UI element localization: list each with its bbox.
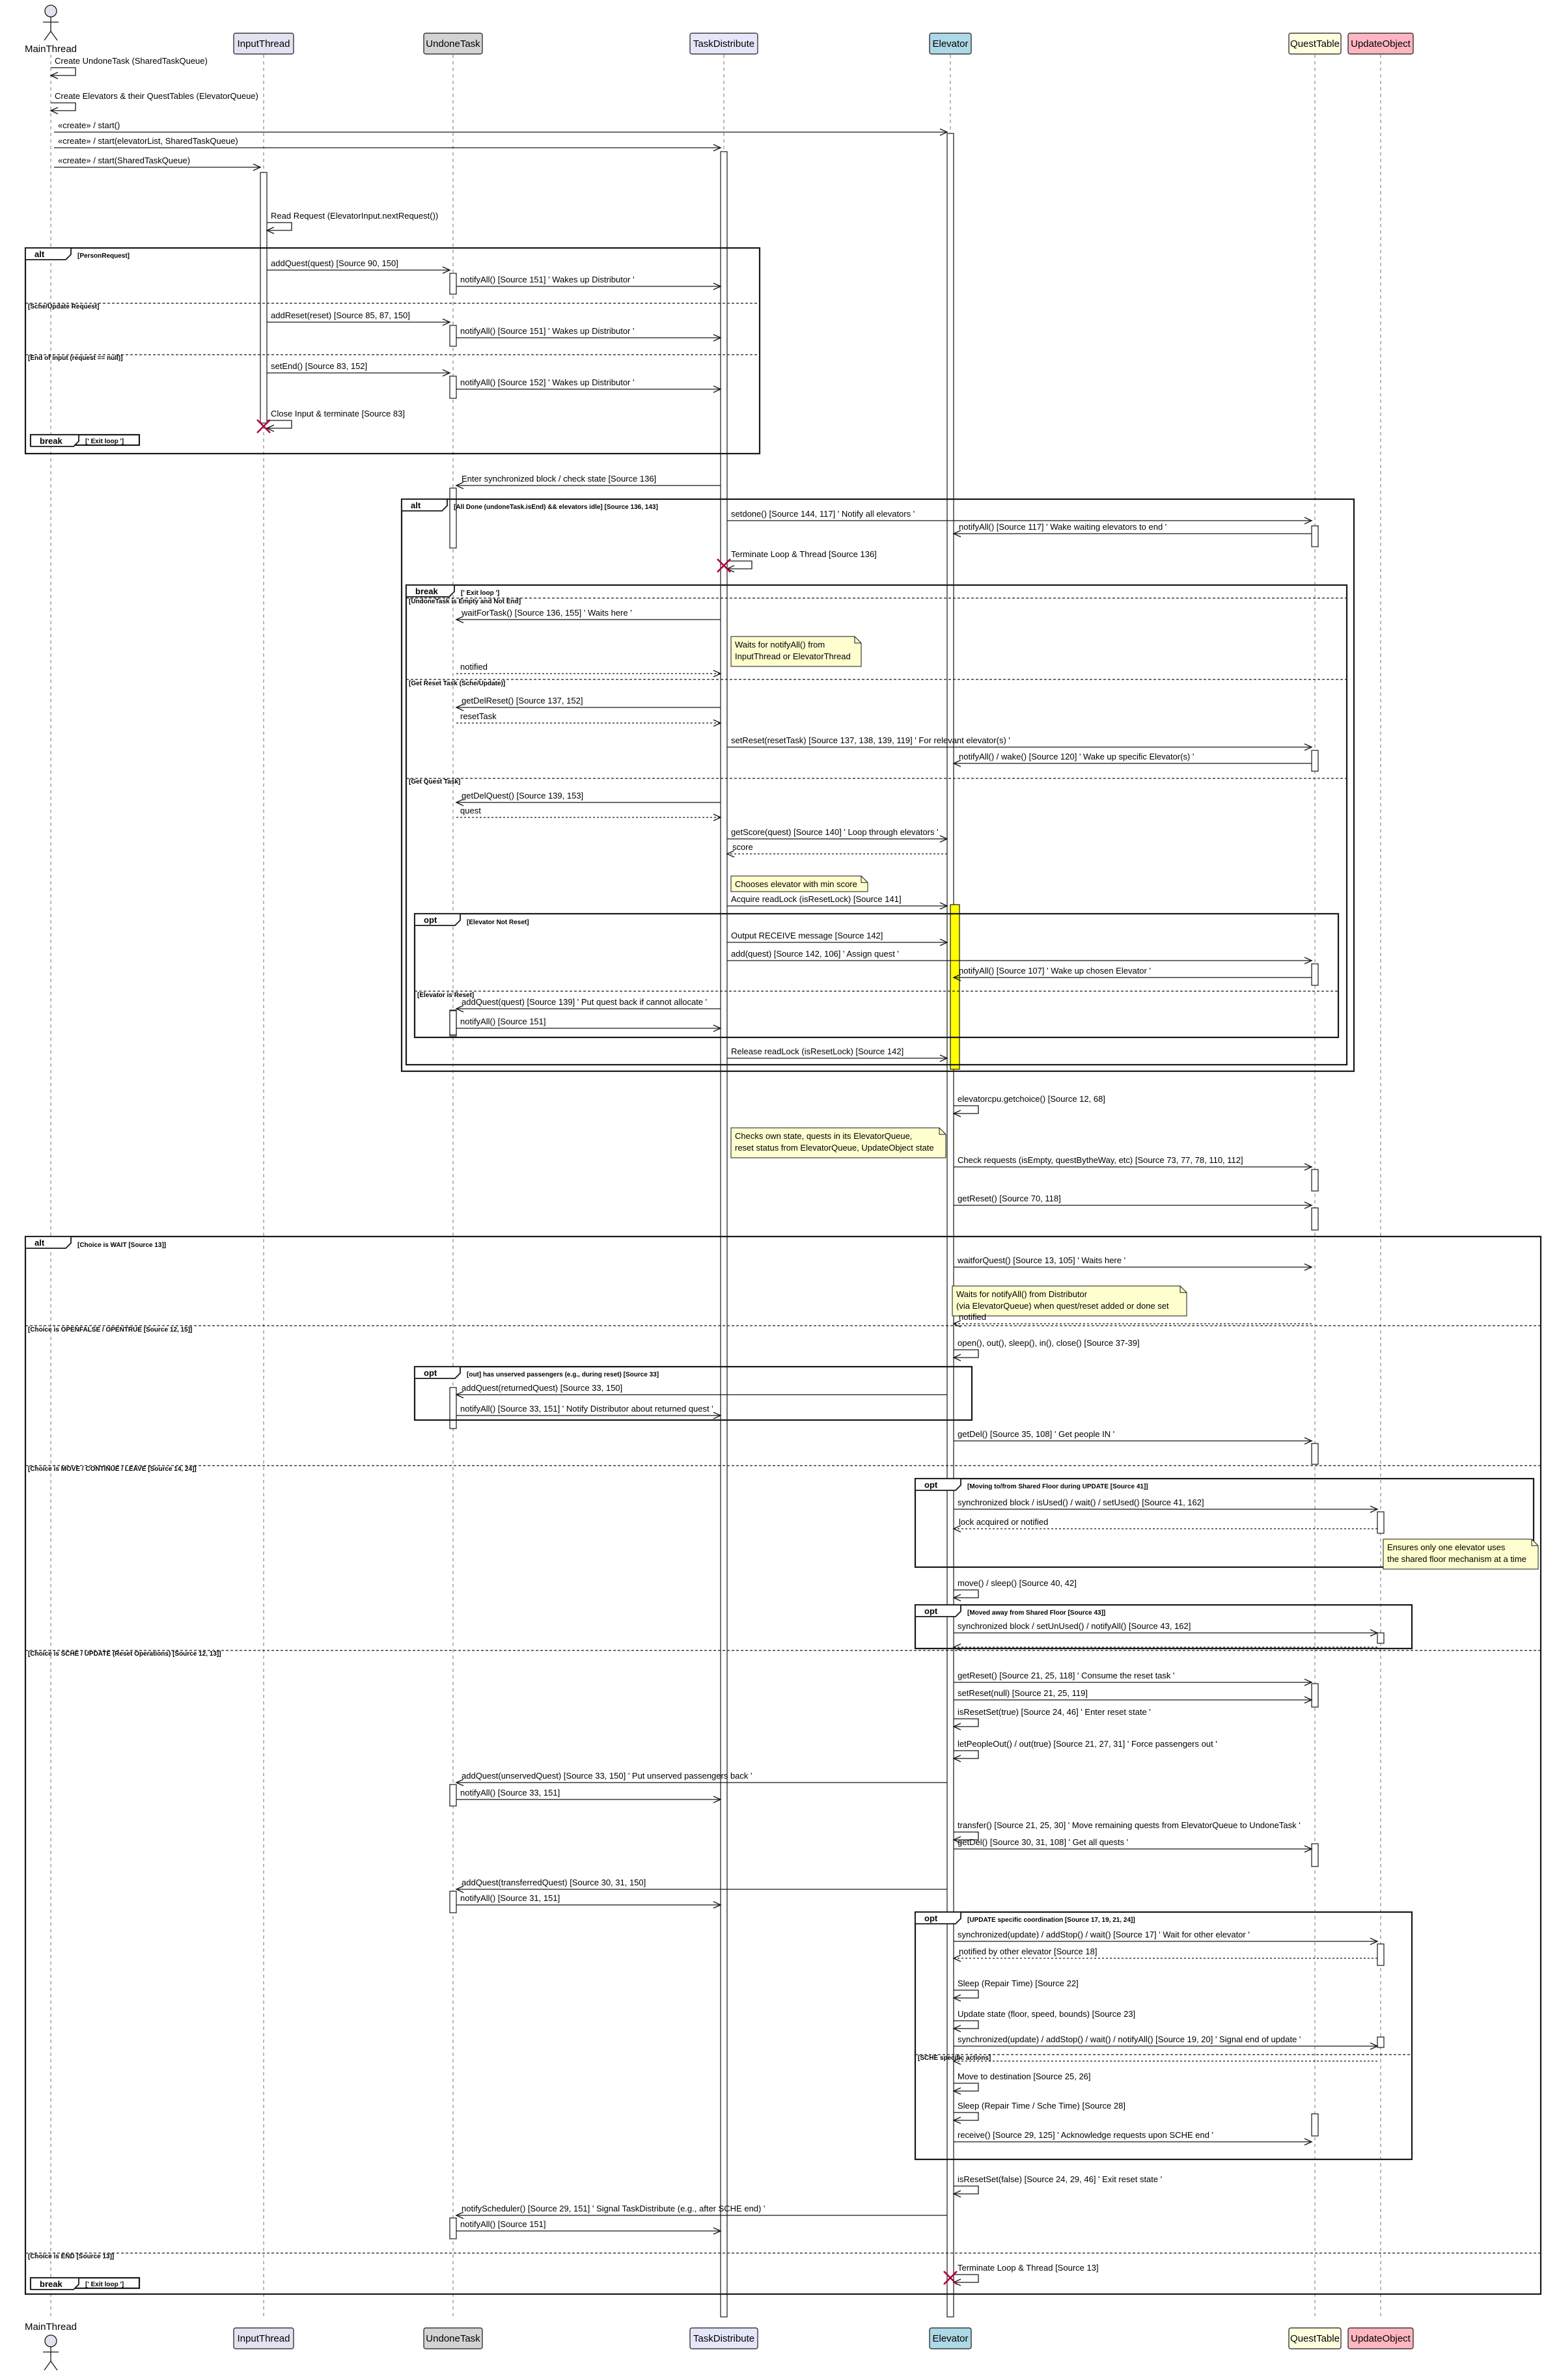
message-line [51,68,76,75]
note-text: Ensures only one elevator uses [1387,1542,1506,1552]
message-26 [727,842,947,857]
message-line [727,561,752,569]
message-label: waitForTask() [Source 136, 155] ' Waits here ' [462,608,632,618]
message-line [954,2021,978,2029]
message-label: move() / sleep() [Source 40, 42] [958,1578,1077,1588]
fragment-guard: [End of input (request == null)] [28,355,123,362]
message-label: Terminate Loop & Thread [Source 136] [731,549,877,559]
fragment-operator: alt [34,1238,45,1248]
message-70 [954,2263,1099,2286]
fragment-tab [415,914,460,925]
message-label: addReset(reset) [Source 85, 87, 150] [271,310,410,320]
message-1 [51,91,258,114]
message-28 [727,931,947,946]
message-53 [456,1788,721,1803]
message-label: score [732,842,753,852]
fragment-operator: alt [411,500,421,510]
activation-bar-update [1377,1633,1384,1643]
participant-label: UndoneTask [426,38,480,49]
message-label: quest [460,806,481,815]
participant-label: QuestTable [1290,38,1340,49]
activation-bar-quest [1312,526,1318,547]
participant-foot-dist [690,2328,758,2349]
participant-foot-quest [1289,2328,1341,2349]
message-label: resetTask [460,711,497,721]
message-29 [727,949,1312,964]
activation-bar-undone [450,1388,456,1429]
message-line [51,103,76,111]
message-62 [954,2034,1377,2049]
message-label: notifyAll() [Source 107] ' Wake up chosen Elevator ' [959,966,1151,976]
note-text: Waits for notifyAll() from [735,640,825,650]
message-3 [54,136,721,151]
message-label: notifyAll() [Source 152] ' Wakes up Distributor ' [460,377,635,387]
activation-bar-elev [947,133,954,2317]
fragment-alt-0 [25,248,760,454]
message-47 [954,1644,1377,1650]
message-label: Create Elevators & their QuestTables (ElevatorQueue) [55,91,258,101]
fragment-operator: opt [424,1368,437,1378]
message-line [954,1719,978,1727]
fragment-operator: break [40,2279,62,2289]
message-line [267,420,292,428]
fragment-guard: [SCHE specific actions] [918,2055,991,2062]
message-21 [727,735,1312,750]
note-0 [731,636,861,666]
message-7 [456,275,721,290]
activation-bar-update [1377,1512,1384,1533]
fragment-guard: [Moving to/from Shared Floor during UPDATE [Source 41]] [967,1483,1148,1490]
participant-label: UpdateObject [1351,38,1411,49]
participant-label: UpdateObject [1351,2333,1411,2344]
message-label: notifyAll() [Source 151] ' Wakes up Distributor ' [460,275,635,284]
participant-label: UndoneTask [426,2333,480,2344]
message-label: Terminate Loop & Thread [Source 13] [958,2263,1099,2273]
message-label: Output RECEIVE message [Source 142] [731,931,883,940]
message-19 [456,696,721,711]
fragment-guard: [Moved away from Shared Floor [Source 43]] [967,1609,1106,1617]
participant-label: TaskDistribute [693,38,755,49]
activation-bar-dist [721,152,727,2317]
message-61 [954,2009,1135,2032]
note-text: Waits for notifyAll() from Distributor [956,1289,1088,1299]
message-line [267,223,292,230]
message-68 [456,2204,947,2219]
message-label: notifyAll() / wake() [Source 120] ' Wake up specific Elevator(s) ' [959,752,1194,761]
message-line [954,1106,978,1114]
message-48 [954,1671,1312,1686]
participant-label: QuestTable [1290,2333,1340,2344]
fragment-break-1 [31,435,139,446]
message-label: Sleep (Repair Time / Sche Time) [Source 28] [958,2101,1125,2111]
message-13 [456,474,721,489]
message-label: synchronized block / isUsed() / wait() / setUsed() [Source 41, 162] [958,1498,1204,1507]
note-text: Checks own state, quests in its ElevatorQueue, [735,1131,913,1141]
message-16 [727,549,877,572]
message-line [954,1990,978,1998]
message-0 [51,56,208,79]
participant-label: MainThread [24,2321,77,2332]
message-label: notifyAll() [Source 31, 151] [460,1893,560,1903]
message-30 [954,966,1312,981]
fragment-operator: break [40,436,62,446]
note-text: InputThread or ElevatorThread [735,651,851,661]
message-25 [727,827,947,842]
message-63 [954,2058,1377,2064]
participant-head-input [234,33,294,54]
message-line [954,2083,978,2091]
note-text: reset status from ElevatorQueue, UpdateObject state [735,1143,934,1153]
message-67 [954,2174,1162,2197]
fragment-guard: [' Exit loop '] [85,2281,124,2288]
message-label: Sleep (Repair Time) [Source 22] [958,1978,1079,1988]
activation-bar-input [260,172,267,423]
message-label: setdone() [Source 144, 117] ' Notify all elevators ' [731,509,915,519]
message-label: getDel() [Source 35, 108] ' Get people IN ' [958,1429,1115,1439]
message-label: synchronized(update) / addStop() / wait() / notifyAll() [Source 19, 20] ' Signal end of update ' [958,2034,1301,2044]
message-label: transfer() [Source 21, 25, 30] ' Move remaining quests from ElevatorQueue to UndoneTask ' [958,1820,1301,1830]
fragment-guard: [UndoneTask is Empty and Not End] [409,598,521,605]
fragment-tab [415,1367,460,1378]
message-31 [456,997,721,1012]
message-18 [456,662,721,677]
fragment-guard: [PersonRequest] [77,253,130,260]
fragment-guard: [Elevator is Reset] [417,992,475,999]
participant-label: Elevator [932,2333,969,2344]
message-label: addQuest(transferredQuest) [Source 30, 31, 150] [462,1878,646,1887]
message-4 [54,156,260,171]
message-label: receive() [Source 29, 125] ' Acknowledge requests upon SCHE end ' [958,2130,1214,2140]
participant-label: Elevator [932,38,969,49]
message-label: lock acquired or notified [959,1517,1049,1527]
note-4 [1383,1539,1538,1569]
participant-foot-main [25,2321,77,2370]
message-9 [456,326,721,341]
fragment-operator: alt [34,249,45,259]
activation-bar-quest [1312,1208,1318,1230]
message-label: addQuest(quest) [Source 90, 150] [271,258,398,268]
message-69 [456,2219,721,2234]
message-label: addQuest(unservedQuest) [Source 33, 150] ' Put unserved passengers back ' [462,1771,752,1781]
message-52 [456,1771,947,1786]
message-36 [954,1194,1312,1209]
message-35 [954,1155,1312,1170]
message-label: Update state (floor, speed, bounds) [Source 23] [958,2009,1136,2019]
fragment-operator: opt [924,1606,938,1616]
activation-bar-undone [450,1011,456,1035]
actor-head-icon [45,2335,57,2347]
participant-foot-update [1348,2328,1413,2349]
message-label: isResetSet(true) [Source 24, 46] ' Enter reset state ' [958,1707,1151,1717]
message-label: Enter synchronized block / check state [Source 136] [462,474,657,484]
fragment-tab [402,499,447,511]
actor-head-icon [45,5,57,17]
message-label: Read Request (ElevatorInput.nextRequest()) [271,211,439,221]
message-49 [954,1688,1312,1703]
message-32 [456,1017,721,1032]
participant-head-quest [1289,33,1341,54]
message-label: «create» / start() [58,120,120,130]
activation-bar-undone [450,488,456,548]
message-label: elevatorcpu.getchoice() [Source 12, 68] [958,1094,1105,1104]
fragment-guard: [Elevator Not Reset] [467,919,529,926]
message-37 [954,1255,1312,1270]
activation-bar-quest [1312,1169,1318,1191]
message-20 [456,711,721,726]
message-label: getDelReset() [Source 137, 152] [462,696,583,705]
message-45 [954,1578,1077,1601]
participant-foot-undone [424,2328,482,2349]
message-line [954,2186,978,2194]
fragment-frame [25,248,760,454]
participant-label: MainThread [24,44,77,55]
fragment-tab [915,1479,961,1490]
activation-bar-update [1377,1944,1384,1965]
fragment-break-10 [31,2278,139,2290]
fragment-frame [406,585,1347,1065]
message-label: «create» / start(SharedTaskQueue) [58,156,191,165]
message-59 [954,1947,1377,1962]
activation-bar-quest [1312,750,1318,771]
activation-bar-quest [1312,1684,1318,1707]
message-label: getDel() [Source 30, 31, 108] ' Get all quests ' [958,1837,1129,1847]
fragment-tab [915,1605,961,1617]
fragment-guard: [Choice is MOVE / CONTINUE / LEAVE [Source 14, 24]] [28,1466,197,1473]
participant-label: TaskDistribute [693,2333,755,2344]
activation-bar-quest [1312,1443,1318,1464]
activation-bar-quest [1312,2114,1318,2136]
message-label: «create» / start(elevatorList, SharedTaskQueue) [58,136,238,146]
activation-bar-undone [450,1891,456,1913]
note-1 [731,876,868,892]
message-label: Acquire readLock (isResetLock) [Source 141] [731,894,902,904]
message-label: Release readLock (isResetLock) [Source 142] [731,1046,904,1056]
fragment-guard: [Sche/Update Request] [28,303,100,310]
message-64 [954,2072,1091,2094]
message-39 [954,1338,1140,1361]
message-label: addQuest(quest) [Source 139] ' Put quest back if cannot allocate ' [462,997,708,1007]
note-3 [952,1286,1187,1316]
message-line [954,1590,978,1598]
message-label: isResetSet(false) [Source 24, 29, 46] ' Exit reset state ' [958,2174,1163,2184]
message-65 [954,2101,1125,2124]
message-43 [954,1498,1377,1512]
activation-bar-undone [450,376,456,398]
message-label: notifyAll() [Source 33, 151] ' Notify Distributor about returned quest ' [460,1404,713,1414]
message-label: notifyAll() [Source 151] ' Wakes up Distributor ' [460,326,635,336]
note-text: Chooses elevator with min score [735,879,857,889]
message-label: getReset() [Source 21, 25, 118] ' Consume the reset task ' [958,1671,1175,1680]
message-6 [267,258,450,273]
message-57 [456,1893,721,1908]
activation-bar-undone [450,2218,456,2239]
message-label: notified [959,1312,986,1322]
message-label: notified by other elevator [Source 18] [959,1947,1097,1956]
message-label: getDelQuest() [Source 139, 153] [462,791,584,800]
message-46 [954,1621,1377,1636]
message-label: setReset(resetTask) [Source 137, 138, 139, 119] ' For relevant elevator(s) ' [731,735,1010,745]
message-10 [267,361,450,376]
fragment-tab [25,1237,71,1248]
participant-label: InputThread [237,2333,290,2344]
message-22 [954,752,1312,767]
message-label: getScore(quest) [Source 140] ' Loop through elevators ' [731,827,939,837]
message-12 [267,409,405,431]
fragment-guard: [UPDATE specific coordination [Source 17, 19, 21, 24]] [967,1917,1135,1924]
message-line [954,1350,978,1358]
message-label: notifyAll() [Source 151] [460,2219,546,2229]
message-label: setEnd() [Source 83, 152] [271,361,368,371]
participant-head-update [1348,33,1413,54]
fragment-guard: [Choice is SCHE / UPDATE (Reset Operations) [Source 12, 13]] [28,1650,221,1658]
message-label: open(), out(), sleep(), in(), close() [Source 37-39] [958,1338,1140,1348]
fragment-guard: [Choice is OPENFALSE / OPENTRUE [Source 12, 15]] [28,1326,193,1334]
message-label: addQuest(returnedQuest) [Source 33, 150] [462,1383,623,1393]
fragment-guard: [Get Quest Task] [409,778,461,786]
fragment-operator: break [415,586,438,596]
message-23 [456,791,721,806]
message-label: add(quest) [Source 142, 106] ' Assign quest ' [731,949,899,959]
arrow-head [954,1644,961,1650]
message-line [954,1751,978,1758]
activation-bar-undone [450,1785,456,1806]
activation-bar-quest [1312,964,1318,985]
message-2 [54,120,947,135]
message-44 [954,1517,1377,1532]
participant-foot-elev [930,2328,971,2349]
participant-head-undone [424,33,482,54]
message-58 [954,1930,1377,1945]
message-55 [954,1837,1312,1852]
message-33 [727,1046,947,1061]
message-label: notified [460,662,488,672]
fragment-operator: opt [924,1480,938,1490]
note-text: (via ElevatorQueue) when quest/reset added or done set [956,1301,1169,1311]
message-label: letPeopleOut() / out(true) [Source 21, 27, 31] ' Force passengers out ' [958,1739,1217,1749]
message-41 [456,1404,721,1419]
message-17 [456,608,721,623]
fragment-guard: [' Exit loop '] [461,590,500,597]
message-8 [267,310,450,325]
participant-head-elev [930,33,971,54]
message-label: notifyAll() [Source 117] ' Wake waiting elevators to end ' [959,522,1167,532]
message-34 [954,1094,1105,1117]
lock-activation-highlight [950,905,959,1069]
fragment-guard: [Choice is END [Source 13]] [28,2253,115,2260]
fragment-break-3 [406,585,1347,1065]
message-11 [456,377,721,392]
participant-label: InputThread [237,38,290,49]
message-label: notifyAll() [Source 151] [460,1017,546,1026]
fragment-guard: [Get Reset Task (Sche/Update)] [409,680,506,687]
message-line [954,2113,978,2120]
message-label: getReset() [Source 70, 118] [958,1194,1061,1203]
message-label: Move to destination [Source 25, 26] [958,2072,1091,2081]
message-label: waitforQuest() [Source 13, 105] ' Waits here ' [958,1255,1126,1265]
activation-bar-quest [1312,1844,1318,1867]
message-line [954,2275,978,2282]
message-label: synchronized(update) / addStop() / wait() [Source 17] ' Wait for other elevator ' [958,1930,1250,1939]
message-51 [954,1739,1217,1762]
message-56 [456,1878,947,1893]
message-5 [267,211,438,234]
message-15 [954,522,1312,537]
fragment-operator: opt [424,915,437,925]
fragment-guard: [out] has unserved passengers (e.g., during reset) [Source 33] [467,1371,659,1378]
activation-bar-undone [450,325,456,346]
message-label: notifyAll() [Source 33, 151] [460,1788,560,1798]
message-24 [456,806,721,821]
fragment-guard: [' Exit loop '] [85,438,124,445]
message-60 [954,1978,1079,2001]
fragment-operator: opt [924,1913,938,1923]
activation-bar-update [1377,2037,1384,2047]
message-label: notifyScheduler() [Source 29, 151] ' Signal TaskDistribute (e.g., after SCHE end) ' [462,2204,766,2213]
message-label: Create UndoneTask (SharedTaskQueue) [55,56,208,66]
participant-foot-input [234,2328,294,2349]
fragment-tab [915,1912,961,1924]
fragment-guard: [All Done (undoneTask.isEnd) && elevators idle] [Source 136, 143] [454,504,658,511]
message-40 [456,1383,947,1398]
participant-head-main [25,5,77,55]
note-2 [731,1128,946,1158]
participant-head-dist [690,33,758,54]
message-label: Close Input & terminate [Source 83] [271,409,405,418]
message-42 [954,1429,1312,1444]
message-27 [727,894,947,909]
fragment-guard: [Choice is WAIT [Source 13]] [77,1242,167,1249]
activation-bar-undone [450,273,456,294]
fragment-tab [25,248,71,260]
message-label: synchronized block / setUnUsed() / notifyAll() [Source 43, 162] [958,1621,1191,1631]
message-label: Check requests (isEmpty, questBytheWay, etc) [Source 73, 77, 78, 110, 112] [958,1155,1243,1165]
note-text: the shared floor mechanism at a time [1387,1554,1526,1564]
message-label: setReset(null) [Source 21, 25, 119] [958,1688,1088,1698]
message-66 [954,2130,1312,2145]
message-50 [954,1707,1151,1730]
